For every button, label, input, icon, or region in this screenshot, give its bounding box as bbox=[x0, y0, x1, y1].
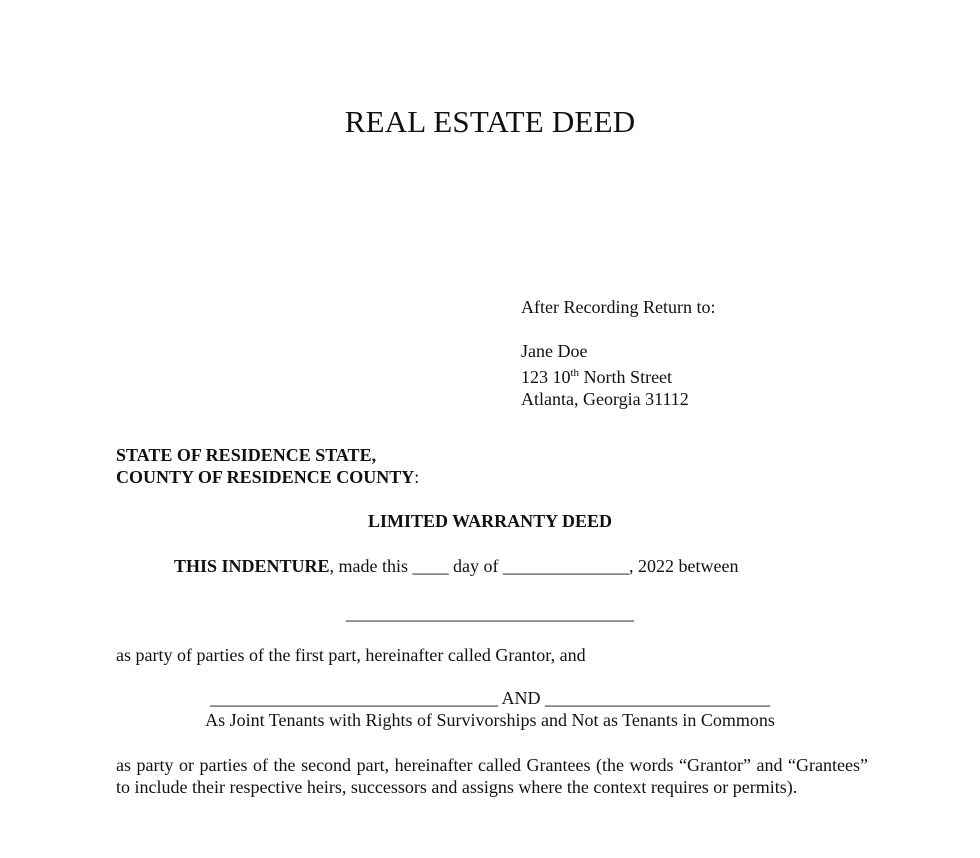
return-city-state-zip: Atlanta, Georgia 31112 bbox=[521, 389, 689, 409]
first-part-paragraph: as party of parties of the first part, hereinafter called Grantor, and bbox=[116, 645, 586, 665]
county-line: COUNTY OF RESIDENCE COUNTY bbox=[116, 467, 415, 487]
document-title: REAL ESTATE DEED bbox=[344, 104, 636, 139]
jurisdiction-block bbox=[116, 444, 419, 488]
joint-tenants-line: As Joint Tenants with Rights of Survivorships and Not as Tenants in Commons bbox=[205, 710, 775, 730]
return-street-suffix: North Street bbox=[579, 367, 673, 387]
county-punct: : bbox=[414, 467, 420, 487]
grantor-blank-line: ________________________________ bbox=[346, 603, 634, 623]
deed-type-heading: LIMITED WARRANTY DEED bbox=[367, 511, 613, 531]
grantees-blank-line: ________________________________ AND _________________________ bbox=[209, 688, 770, 708]
spacer bbox=[521, 318, 715, 340]
indenture-text: , made this ____ day of ______________, 2022 between bbox=[329, 556, 739, 576]
county-line-wrap bbox=[116, 466, 419, 488]
indenture-lead: THIS INDENTURE bbox=[174, 556, 330, 576]
second-part-paragraph: as party or parties of the second part, hereinafter called Grantees (the words “Grantor” and “Grantees” to include their respective heirs, successors and assigns where the context requires or permits). bbox=[116, 755, 868, 797]
return-street-prefix: 123 10 bbox=[521, 367, 571, 387]
state-line: STATE OF RESIDENCE STATE, bbox=[116, 445, 377, 465]
indenture-line bbox=[174, 556, 738, 577]
return-heading: After Recording Return to: bbox=[521, 297, 716, 317]
return-street-superscript: th bbox=[570, 367, 580, 379]
return-name: Jane Doe bbox=[521, 341, 588, 361]
return-street bbox=[521, 362, 715, 388]
return-address-block bbox=[521, 296, 715, 410]
